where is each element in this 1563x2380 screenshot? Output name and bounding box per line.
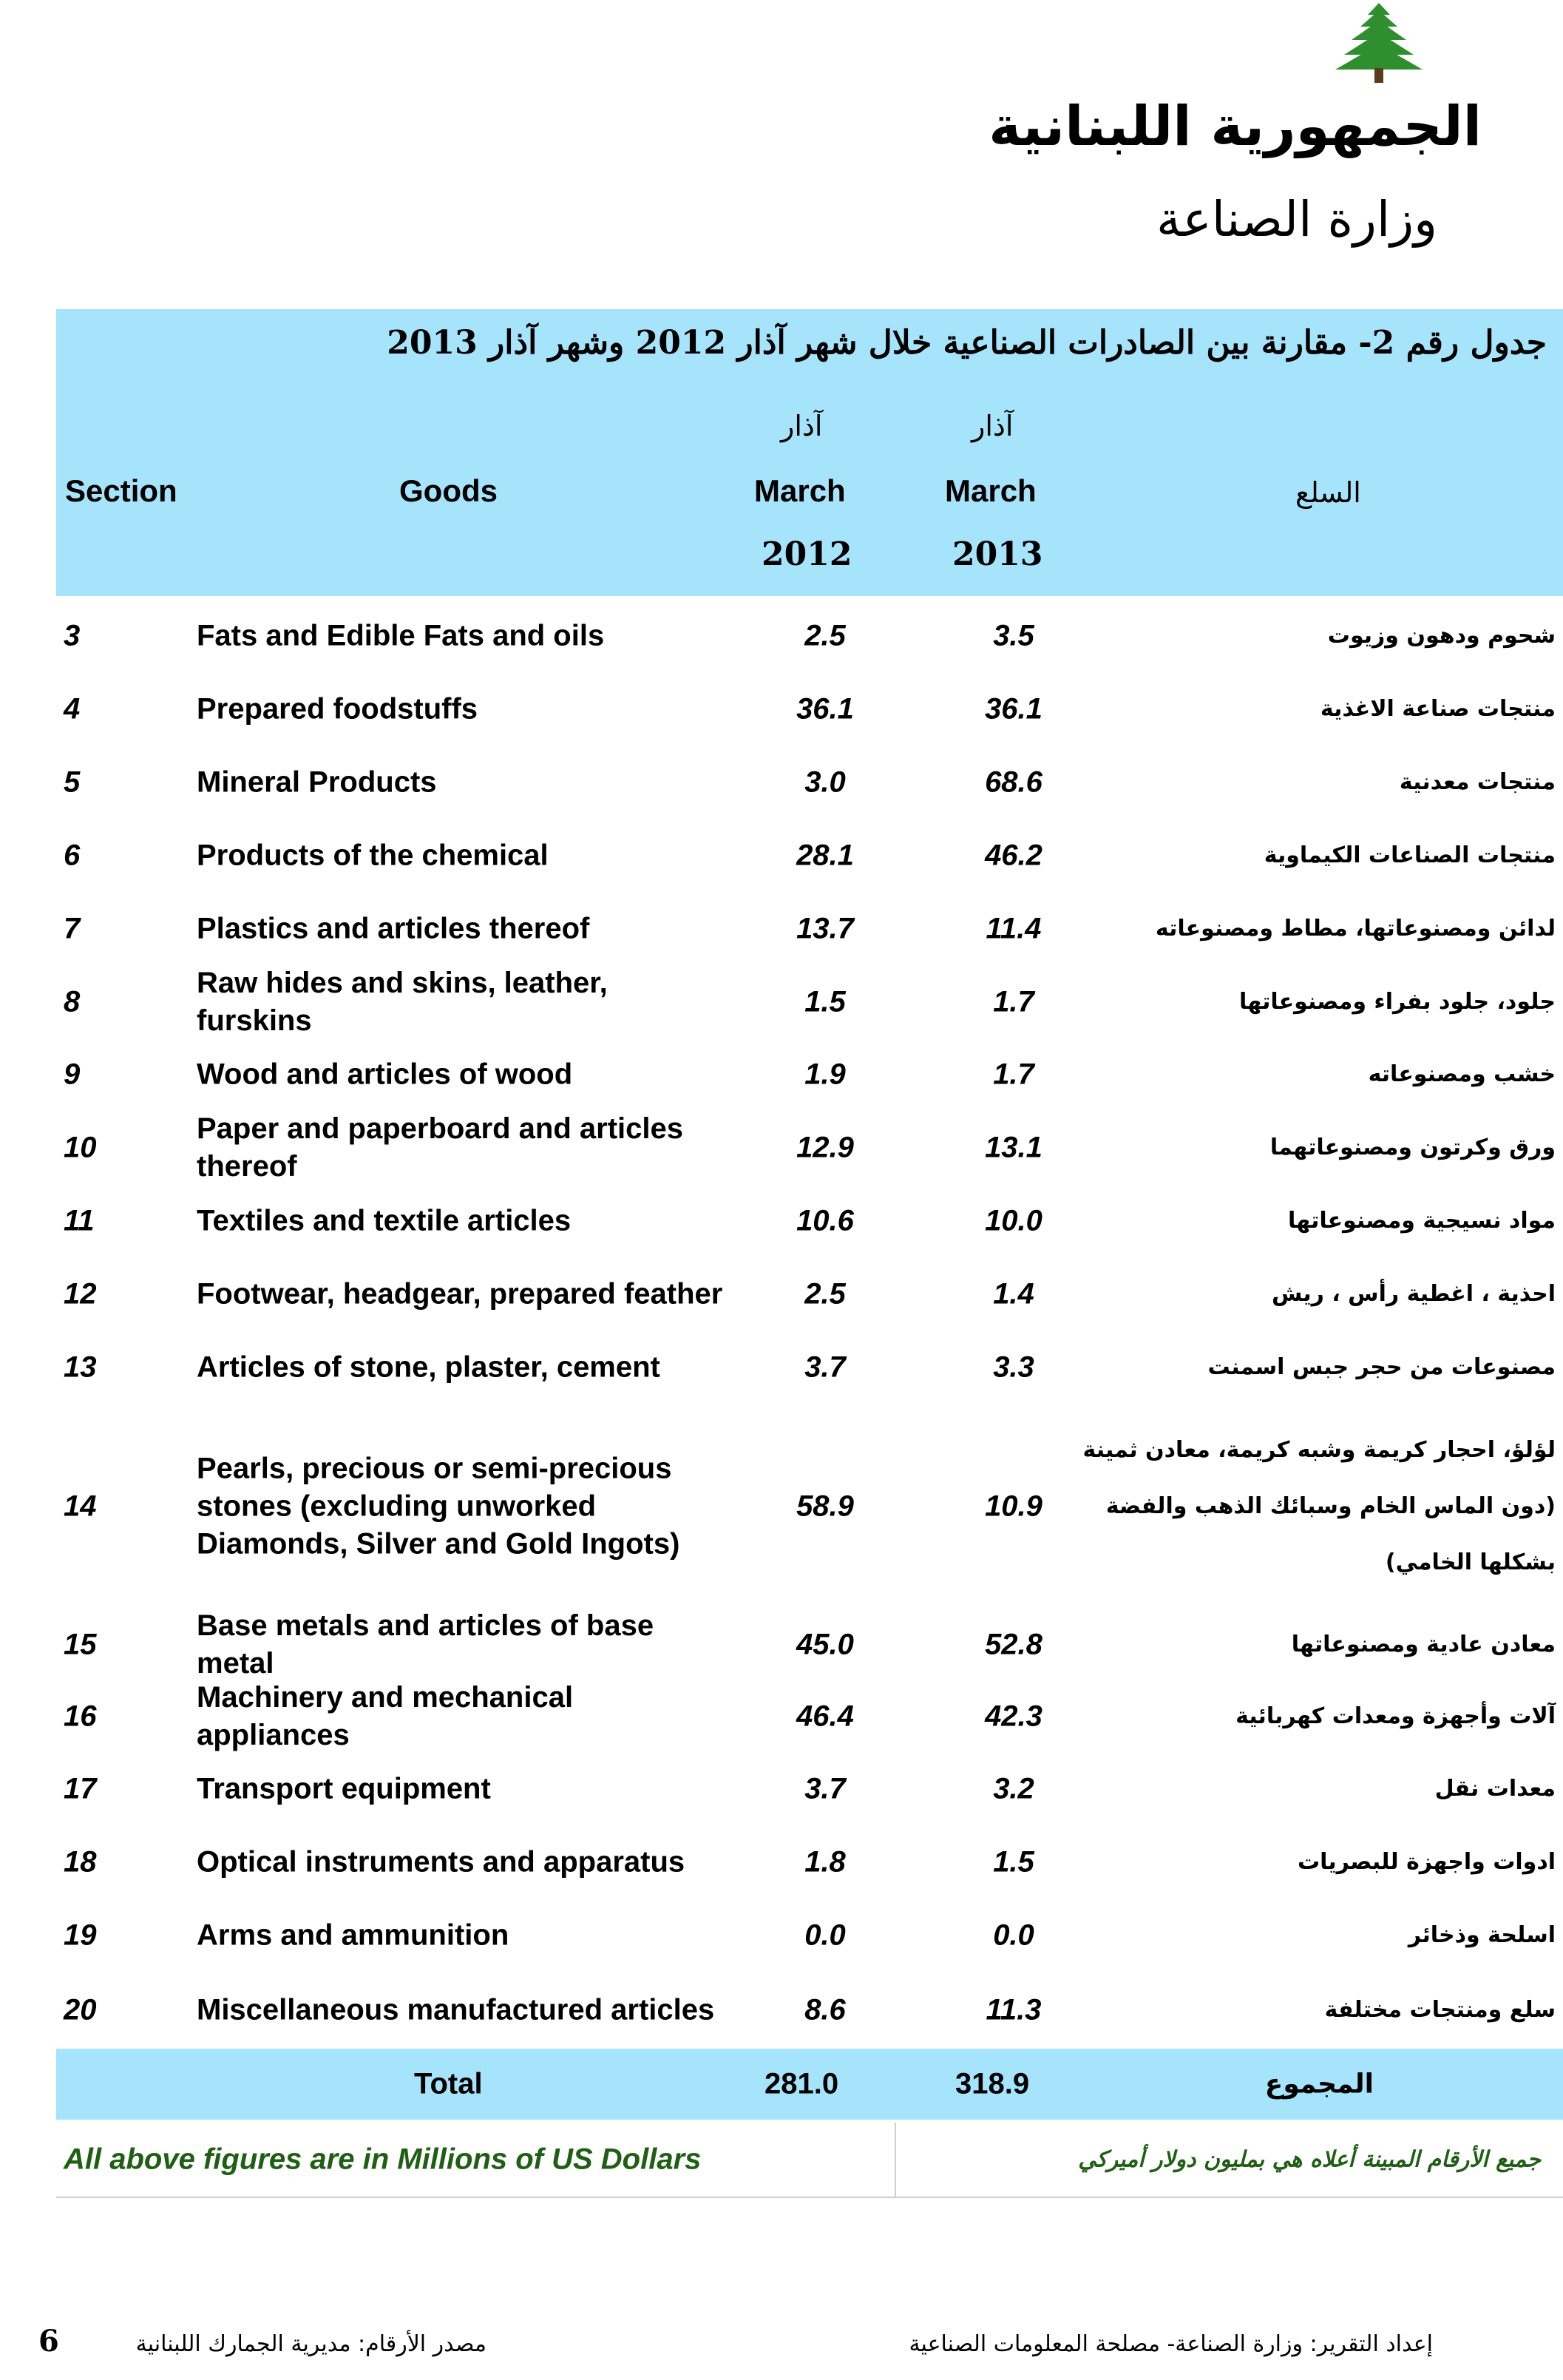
cell-goods-ar: معادن عادية ومصنوعاتها (1291, 1632, 1556, 1657)
cell-2012: 3.7 (804, 1350, 846, 1384)
table-row (56, 1185, 1563, 1257)
cell-goods-ar: اسلحة وذخائر (1408, 1922, 1556, 1948)
cell-2012: 3.0 (804, 765, 846, 799)
cell-2012: 36.1 (796, 692, 854, 726)
cell-goods-ar: احذية ، اغطية رأس ، ريش (1271, 1281, 1556, 1307)
table-header (56, 309, 1563, 596)
col-2012-year: 2012 (762, 535, 852, 573)
cell-goods-ar: آلات وأجهزة ومعدات كهربائية (1235, 1703, 1556, 1729)
cell-2012: 0.0 (804, 1918, 846, 1952)
cell-goods-ar: خشب ومصنوعاته (1368, 1061, 1556, 1087)
table-row (56, 1404, 1563, 1609)
cell-goods: Mineral Products (197, 765, 437, 799)
table-row (56, 1331, 1563, 1404)
cell-section: 19 (64, 1918, 97, 1952)
cell-2013: 52.8 (985, 1628, 1042, 1661)
table-row (56, 1899, 1563, 1972)
col-2013-year: 2013 (952, 535, 1043, 573)
table-row (56, 1680, 1563, 1753)
cell-2012: 1.9 (804, 1058, 846, 1091)
units-note (56, 2123, 1563, 2198)
cell-2013: 0.0 (993, 1918, 1034, 1952)
cell-section: 10 (64, 1131, 97, 1164)
cell-goods: Textiles and textile articles (197, 1204, 572, 1237)
total-label-ar: المجموع (1264, 2069, 1374, 2100)
cell-goods-ar: معدات نقل (1434, 1776, 1556, 1802)
cell-goods-ar: لؤلؤ، احجار كريمة وشبه كريمة، معادن ثمينة (دون الماس الخام وسبائك الذهب والفضة بشكلها الخامي) (1082, 1437, 1556, 1575)
cell-goods: Footwear, headgear, prepared feather (197, 1277, 723, 1311)
page-number: 6 (38, 2324, 59, 2359)
table-row (56, 1038, 1563, 1111)
cell-2013: 1.7 (993, 1058, 1034, 1091)
cell-section: 4 (64, 692, 81, 726)
cell-2012: 2.5 (804, 619, 846, 652)
cell-section: 18 (64, 1845, 97, 1879)
total-2012: 281.0 (764, 2067, 839, 2100)
col-2013-ar: آذار (972, 410, 1014, 442)
cell-section: 15 (64, 1628, 97, 1661)
cell-2013: 46.2 (985, 839, 1042, 872)
cell-goods-ar: منتجات صناعة الاغذية (1320, 696, 1556, 722)
cell-section: 3 (64, 619, 81, 652)
cell-2012: 28.1 (796, 839, 854, 872)
total-2013: 318.9 (955, 2067, 1030, 2100)
col-goods-ar: السلع (1295, 476, 1361, 509)
total-label: Total (414, 2067, 483, 2100)
cell-goods-ar: لدائن ومصنوعاتها، مطاط ومصنوعاته (1155, 916, 1556, 941)
cell-section: 13 (64, 1350, 97, 1384)
cell-goods-ar: شحوم ودهون وزيوت (1327, 623, 1556, 649)
note-divider (895, 2123, 896, 2197)
cell-section: 9 (64, 1058, 81, 1091)
cell-section: 12 (64, 1277, 97, 1311)
cell-2012: 1.8 (804, 1845, 846, 1879)
col-2013-month: March (945, 473, 1037, 508)
cell-section: 6 (64, 839, 81, 872)
units-note-en: All above figures are in Millions of US Dollars (64, 2143, 702, 2176)
cell-goods: Base metals and articles of base metal (197, 1609, 654, 1680)
ministry-title: وزارة الصناعة (1156, 191, 1437, 248)
table-row (56, 1609, 1563, 1680)
cell-2013: 3.3 (993, 1350, 1034, 1384)
table-row (56, 892, 1563, 966)
table-row (56, 1825, 1563, 1899)
cell-2012: 2.5 (804, 1277, 846, 1311)
cell-section: 7 (64, 912, 81, 945)
cell-goods-ar: منتجات الصناعات الكيماوية (1264, 842, 1556, 868)
cell-goods: Wood and articles of wood (197, 1058, 573, 1091)
cell-section: 16 (64, 1700, 97, 1733)
cell-2012: 13.7 (796, 912, 854, 945)
cell-section: 14 (64, 1490, 97, 1523)
cell-goods-ar: ادوات واجهزة للبصريات (1297, 1849, 1556, 1875)
footer-source: مصدر الأرقام: مديرية الجمارك اللبنانية (135, 2331, 486, 2357)
col-section: Section (65, 473, 177, 508)
cell-goods: Transport equipment (197, 1772, 491, 1805)
cell-goods-ar: منتجات معدنية (1399, 769, 1556, 795)
cell-goods: Paper and paperboard and articles thereof (197, 1112, 683, 1183)
col-goods: Goods (399, 473, 498, 508)
table-title: جدول رقم 2- مقارنة بين الصادرات الصناعية خلال شهر آذار 2012 وشهر آذار 2013 (387, 324, 1547, 362)
cell-2012: 12.9 (796, 1131, 854, 1164)
cell-2013: 1.7 (993, 985, 1034, 1018)
table-row (56, 1972, 1563, 2049)
cell-goods: Pearls, precious or semi-precious stones (excluding unworked Diamonds, Silver and Gold Ingots) (197, 1452, 680, 1561)
cell-2012: 10.6 (796, 1204, 854, 1237)
cell-2013: 1.5 (993, 1845, 1034, 1879)
cell-2013: 42.3 (985, 1700, 1042, 1733)
table-row (56, 746, 1563, 819)
cell-2013: 13.1 (985, 1131, 1042, 1164)
cell-section: 20 (64, 1993, 97, 2026)
cell-2013: 10.0 (985, 1204, 1042, 1237)
table-row (56, 966, 1563, 1038)
cell-goods: Optical instruments and apparatus (197, 1845, 685, 1879)
cell-2013: 10.9 (985, 1490, 1042, 1523)
table-row (56, 599, 1563, 673)
cell-2012: 58.9 (796, 1490, 854, 1523)
cell-goods: Articles of stone, plaster, cement (197, 1350, 660, 1384)
republic-title: الجمهورية اللبنانية (989, 95, 1482, 158)
cell-section: 8 (64, 985, 81, 1018)
cell-2013: 11.3 (986, 1993, 1042, 2026)
cell-2012: 1.5 (804, 985, 846, 1018)
cell-2012: 8.6 (804, 1993, 846, 2026)
table-row (56, 673, 1563, 746)
cell-goods: Plastics and articles thereof (197, 912, 590, 945)
cell-goods-ar: جلود، جلود بفراء ومصنوعاتها (1239, 989, 1556, 1015)
cell-goods: Machinery and mechanical appliances (197, 1681, 574, 1751)
cell-goods-ar: سلع ومنتجات مختلفة (1324, 1997, 1556, 2023)
cell-2013: 3.5 (993, 619, 1034, 652)
cell-2013: 68.6 (985, 765, 1042, 799)
cell-goods: Products of the chemical (197, 839, 549, 872)
units-note-ar: جميع الأرقام المبينة أعلاه هي بمليون دولار أميركي (1078, 2146, 1541, 2173)
table-row (56, 1753, 1563, 1825)
cell-2013: 36.1 (985, 692, 1042, 726)
cedar-tree-icon (1331, 0, 1427, 85)
cell-goods: Fats and Edible Fats and oils (197, 619, 605, 652)
cell-section: 17 (64, 1772, 97, 1805)
cell-2013: 11.4 (986, 912, 1042, 945)
footer-prepared-by: إعداد التقرير: وزارة الصناعة- مصلحة المعلومات الصناعية (909, 2331, 1433, 2357)
cell-2013: 3.2 (993, 1772, 1034, 1805)
cell-goods-ar: ورق وكرتون ومصنوعاتهما (1269, 1135, 1556, 1160)
cell-2012: 3.7 (804, 1772, 846, 1805)
table-row (56, 819, 1563, 892)
cell-goods-ar: مصنوعات من حجر جبس اسمنت (1207, 1354, 1556, 1380)
col-2012-ar: آذار (781, 410, 823, 442)
cell-2012: 45.0 (796, 1628, 854, 1661)
table-row (56, 1111, 1563, 1185)
cell-goods: Prepared foodstuffs (197, 692, 478, 726)
cell-section: 11 (64, 1204, 95, 1237)
cell-2012: 46.4 (796, 1700, 854, 1733)
cell-goods-ar: مواد نسيجية ومصنوعاتها (1288, 1208, 1556, 1234)
cell-section: 5 (64, 765, 81, 799)
table-row (56, 1257, 1563, 1331)
cell-2013: 1.4 (993, 1277, 1034, 1311)
total-row (56, 2049, 1563, 2120)
cell-goods: Arms and ammunition (197, 1918, 509, 1952)
col-2012-month: March (754, 473, 846, 508)
cell-goods: Miscellaneous manufactured articles (197, 1993, 715, 2026)
cell-goods: Raw hides and skins, leather, furskins (197, 967, 608, 1037)
